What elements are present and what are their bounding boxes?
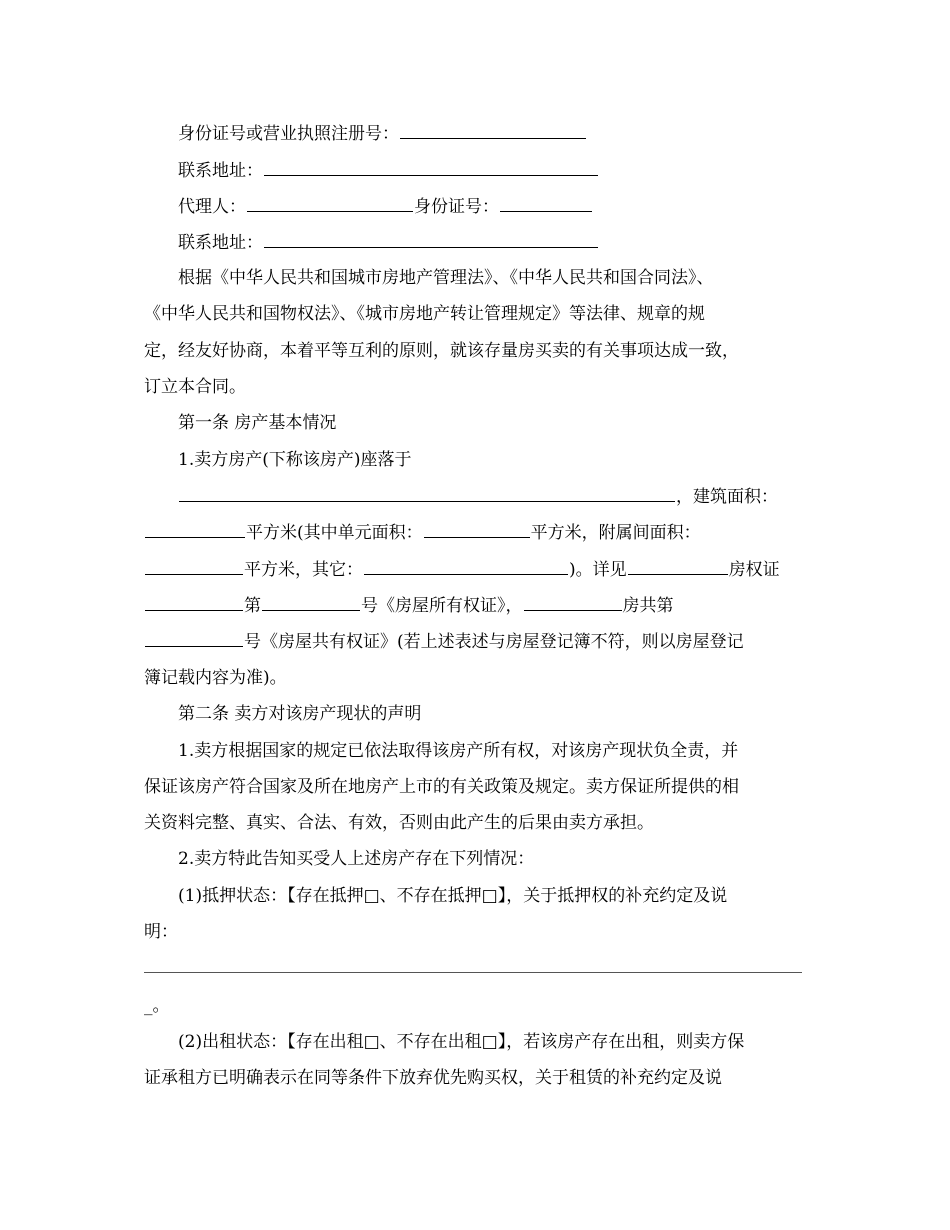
- article2-p2: 2.卖方特此告知买受人上述房产存在下列情况：: [178, 849, 535, 869]
- detail-label: )。详见: [569, 560, 627, 580]
- area-line: [144, 521, 806, 544]
- agent-id-label: 身份证号：: [414, 197, 499, 217]
- co-label: 房共第: [622, 596, 674, 616]
- article2-p1-line-3: 关资料完整、真实、合法、有效，否则由此产生的后果由卖方承担。: [144, 813, 654, 833]
- mortgage-end: _。: [144, 996, 170, 1016]
- cert-year-blank[interactable]: [145, 594, 243, 611]
- preamble-line-3: 定，经友好协商，本着平等互利的原则，就该存量房买卖的有关事项达成一致，: [144, 341, 739, 361]
- co-cert-end-line: 簿记载内容为准)。: [144, 668, 287, 688]
- cert-number-blank[interactable]: [262, 594, 360, 611]
- article2-title: 第二条 卖方对该房产现状的声明: [178, 704, 422, 724]
- co-number-blank[interactable]: [145, 630, 243, 647]
- other-area-label: 平方米，其它：: [244, 560, 363, 580]
- seller-id-blank[interactable]: [400, 122, 586, 139]
- cert-city-blank[interactable]: [628, 558, 728, 575]
- other-area-line: [144, 558, 806, 581]
- lease-line-1: (2)出租状态：【存在出租□、不存在出租□】，若该房产存在出租，则卖方保: [178, 1032, 745, 1052]
- seller-id-label: 身份证号或营业执照注册号：: [178, 124, 399, 144]
- cert-number-line: [144, 594, 806, 617]
- seller-address-line: [178, 159, 806, 182]
- agent-address-line: [178, 231, 806, 254]
- preamble-line-2: 《中华人民共和国物权法》、《城市房地产转让管理规定》等法律、规章的规: [144, 304, 705, 324]
- unit-area-label: (其中单元面积：: [297, 523, 423, 543]
- agent-address-label: 联系地址：: [178, 233, 263, 253]
- agent-label: 代理人：: [178, 197, 246, 217]
- seller-id-line: [178, 122, 806, 145]
- agent-address-blank[interactable]: [264, 231, 598, 248]
- area-blank[interactable]: [145, 521, 245, 538]
- other-area-blank[interactable]: [364, 558, 568, 575]
- mortgage-line-1: (1)抵押状态：【存在抵押□、不存在抵押□】，关于抵押权的补充约定及说: [178, 886, 728, 906]
- sqm-text: 平方米: [246, 523, 297, 543]
- mortgage-line-2: 明：: [144, 922, 178, 942]
- seller-address-label: 联系地址：: [178, 161, 263, 181]
- preamble-line-4: 订立本合同。: [144, 377, 246, 397]
- agent-blank[interactable]: [247, 195, 413, 212]
- co-cert-label: 号《房屋共有权证》(若上述表述与房屋登记簿不符，则以房屋登记: [244, 632, 744, 652]
- article1-title: 第一条 房产基本情况: [178, 413, 337, 433]
- seller-address-blank[interactable]: [264, 159, 598, 176]
- cert-own-label: 号《房屋所有权证》，: [361, 596, 523, 616]
- article1-item1-intro: 1.卖方房产(下称该房产)座落于: [178, 450, 412, 470]
- attached-area-blank[interactable]: [145, 558, 243, 575]
- area-label: ，建筑面积：: [676, 487, 778, 507]
- preamble-line-1: 根据《中华人民共和国城市房地产管理法》、《中华人民共和国合同法》、: [178, 268, 714, 288]
- location-blank[interactable]: [179, 485, 675, 502]
- unit-area-blank[interactable]: [424, 521, 530, 538]
- agent-id-blank[interactable]: [500, 195, 592, 212]
- cert-label: 房权证: [728, 560, 780, 580]
- article2-p1-line-2: 保证该房产符合国家及所在地房产上市的有关政策及规定。卖方保证所提供的相: [144, 777, 739, 797]
- attached-area-label: 平方米，附属间面积：: [530, 523, 701, 543]
- location-line: [178, 485, 806, 508]
- co-city-blank[interactable]: [524, 594, 622, 611]
- mortgage-notes-blank[interactable]: [144, 972, 802, 973]
- di-label: 第: [244, 596, 261, 616]
- co-cert-line: [144, 630, 806, 653]
- agent-line: [178, 195, 806, 218]
- lease-line-2: 证承租方已明确表示在同等条件下放弃优先购买权，关于租赁的补充约定及说: [144, 1068, 722, 1088]
- article2-p1-line-1: 1.卖方根据国家的规定已依法取得该房产所有权，对该房产现状负全责，并: [178, 741, 739, 761]
